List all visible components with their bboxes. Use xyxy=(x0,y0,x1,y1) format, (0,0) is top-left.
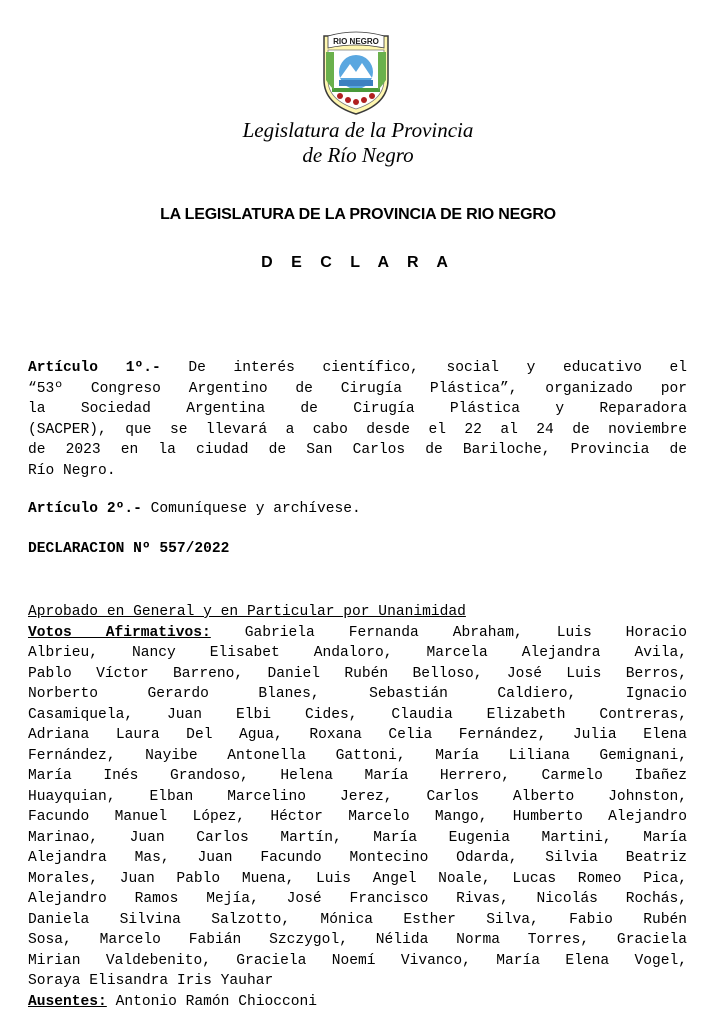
votes-line: Albrieu, Nancy Elisabet Andaloro, Marcela Alejandra Avila, xyxy=(28,645,687,661)
votes-line: Soraya Elisandra Iris Yauhar xyxy=(28,973,274,989)
institution-line-2: de Río Negro xyxy=(302,143,414,167)
votes-label: Votos Afirmativos: xyxy=(28,624,211,641)
votes-line: María Inés Grandoso, Helena María Herrero, Carmelo Ibañez xyxy=(28,768,687,784)
votes-line: Mirian Valdebenito, Graciela Noemí Vivanco, María Elena Vogel, xyxy=(28,952,687,969)
institution-name xyxy=(0,118,716,168)
article-1-line: la Sociedad Argentina de Cirugía Plástica y Reparadora xyxy=(28,401,687,417)
votes-line: Fernández, Nayibe Antonella Gattoni, María Liliana Gemignani, xyxy=(28,747,687,764)
institution-line-1: Legislatura de la Provincia xyxy=(242,118,474,142)
votes-line: Casamiquela, Juan Elbi Cides, Claudia Elizabeth Contreras, xyxy=(28,706,687,723)
absent-names: Antonio Ramón Chiocconi xyxy=(115,993,318,1010)
article-2-label: Artículo 2º.- xyxy=(28,501,142,517)
declaration-number: DECLARACION Nº 557/2022 xyxy=(28,541,230,557)
votes-line: Sosa, Marcelo Fabián Szczygol, Nélida Norma Torres, Graciela xyxy=(28,932,687,948)
article-1-line: Río Negro. xyxy=(28,462,116,479)
approval-section xyxy=(28,602,687,1012)
document-heading: LA LEGISLATURA DE LA PROVINCIA DE RIO NEGRO xyxy=(160,206,556,223)
approval-status: Aprobado en General y en Particular por Unanimidad xyxy=(28,604,466,620)
article-1-line: (SACPER), que se llevará a cabo desde el 22 al 24 de noviembre xyxy=(28,421,687,438)
votes-line: Facundo Manuel López, Héctor Marcelo Mango, Humberto Alejandro xyxy=(28,809,687,825)
seal-lettering: RIO NEGRO xyxy=(333,37,379,46)
votes-line: Alejandro Ramos Mejía, José Francisco Rivas, Nicolás Rochás, xyxy=(28,891,687,907)
article-1-line: de 2023 en la ciudad de San Carlos de Bariloche, Provincia de xyxy=(28,442,687,458)
votes-line: Marinao, Juan Carlos Martín, María Eugenia Martini, María xyxy=(28,829,687,846)
votes-line: Alejandra Mas, Juan Facundo Montecino Odarda, Silvia Beatriz xyxy=(28,850,687,866)
article-1-line: Artículo 1º.- De interés científico, social y educativo el xyxy=(28,360,687,376)
article-2-text: Comuníquese y archívese. xyxy=(150,501,361,517)
declara-action: D E C L A R A xyxy=(261,254,455,271)
votes-line: Morales, Juan Pablo Muena, Luis Angel Noale, Lucas Romeo Pica, xyxy=(28,870,687,887)
article-1-line: “53º Congreso Argentino de Cirugía Plástica”, organizado por xyxy=(28,380,687,397)
votes-line: Votos Afirmativos: Gabriela Fernanda Abraham, Luis Horacio xyxy=(28,624,687,641)
votes-line: Adriana Laura Del Agua, Roxana Celia Fernández, Julia Elena xyxy=(28,727,687,743)
votes-line: Huayquian, Elban Marcelino Jerez, Carlos Alberto Johnston, xyxy=(28,788,687,805)
article-1-label: Artículo 1º.- xyxy=(28,360,161,376)
absent-label: Ausentes: xyxy=(28,993,107,1010)
absent-line xyxy=(28,992,687,1013)
votes-line: Pablo Víctor Barreno, Daniel Rubén Belloso, José Luis Berros, xyxy=(28,665,687,682)
article-2 xyxy=(28,499,687,520)
article-1 xyxy=(28,358,687,481)
votes-line: Norberto Gerardo Blanes, Sebastián Caldiero, Ignacio xyxy=(28,686,687,702)
votes-line: Daniela Silvina Salzotto, Mónica Esther Silva, Fabio Rubén xyxy=(28,911,687,928)
